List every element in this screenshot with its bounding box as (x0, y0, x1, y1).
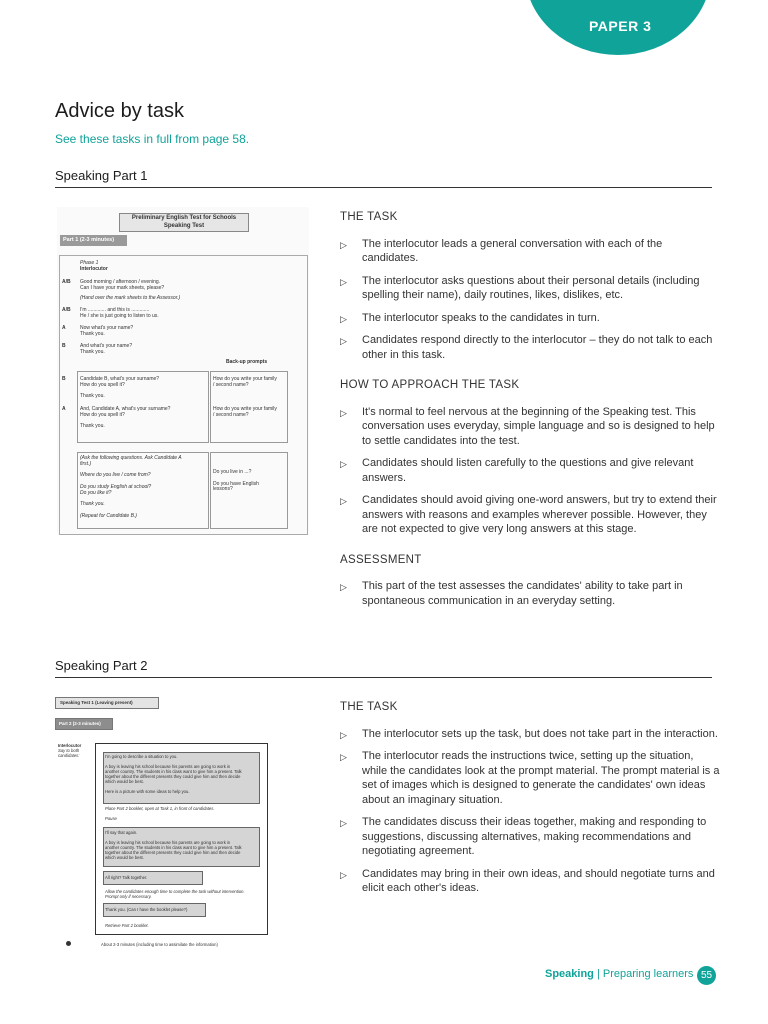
part2-text-column (340, 700, 720, 912)
list-item: ▷ It's normal to feel nervous at the beginning of the Speaking test. This conversation uses everyday, simple language and so is designed to help to settle candidates into the test. (340, 405, 715, 447)
triangle-bullet-icon: ▷ (340, 582, 347, 592)
list-item: ▷ The interlocutor sets up the task, but does not take part in the interaction. (340, 727, 720, 742)
page-subtitle-link[interactable]: See these tasks in full from page 58. (55, 132, 250, 146)
part1-task-heading: THE TASK (340, 211, 398, 223)
list-item: ▷ The interlocutor leads a general conversation with each of the candidates. (340, 237, 663, 264)
triangle-bullet-icon: ▷ (340, 818, 347, 828)
triangle-bullet-icon: ▷ (340, 869, 347, 880)
part1-heading: Speaking Part 1 (55, 168, 148, 183)
page-footer (545, 968, 693, 980)
part2-heading: Speaking Part 2 (55, 658, 148, 673)
list-item: ▷ The candidates discuss their ideas together, making and responding to suggestions, discussing alternatives, making recommendations and negotiating agreement. (340, 816, 707, 857)
triangle-bullet-icon: ▷ (340, 496, 347, 506)
thumb2-part-label: Part 2 (2-3 minutes) (55, 718, 113, 730)
list-item: ▷ The interlocutor reads the instructions twice, setting up the situation, while the candidates look at the prompt material. The prompt material is a set of images which is designed to generate the candidates' own ideas about an imaginary situation. (340, 750, 720, 806)
thumb1-part-label: Part 1 (2-3 minutes) (60, 235, 127, 246)
list-item: ▷ Candidates should listen carefully to the questions and give relevant answers. (340, 457, 694, 484)
thumb1-box: Phase 1 Interlocutor A/B Good morning / afternoon / evening. Can I have your mark sheets, please? (Hand over the mark sheets to the Assessor.) A/B I'm ............. and this is ............. He / she is just going to listen to us. A Now what's your name? Thank you. B And what's your name? Thank you. Back-up prompts B Candidate B, what's your surname? How do you spell it? Thank you. How do you write your family / second name? A And, Candidate A, what's your surname? How do you spell it? Thank you. How do you write your family / second name? (Ask the following questions. Ask Candidate A first.) Where do you live / come from? Do you study English at school? Do you like it? Thank you. (Repeat for Candidate B.) Do you live in ...? Do you have English lessons? (59, 255, 308, 535)
part1-approach-heading: HOW TO APPROACH THE TASK (340, 379, 520, 391)
footer-section: Speaking (545, 968, 594, 980)
triangle-bullet-icon: ▷ (340, 239, 347, 250)
list-item: ▷ Candidates may bring in their own ideas, and should negotiate turns and elicit each other's ideas. (340, 867, 715, 894)
part1-text-column (340, 210, 720, 624)
part1-rule (55, 187, 712, 188)
thumb1-title: Preliminary English Test for Schools Speaking Test (119, 213, 249, 232)
footer-subsection: Preparing learners (602, 968, 694, 980)
triangle-bullet-icon: ▷ (340, 729, 347, 740)
paper-label: PAPER 3 (589, 18, 652, 34)
list-item: ▷ The interlocutor asks questions about their personal details (including spelling their name), daily routines, likes, dislikes, etc. (340, 274, 700, 301)
triangle-bullet-icon: ▷ (340, 336, 347, 346)
thumb2-box: I'm going to describe a situation to you. A boy is leaving his school because his parents are going to work in another country. The students in his class want to give him a present. Talk together about the different presents they could give him and then decide which would be best. Here is a picture with some ideas to help you. Place Part 2 booklet, open at Task 1, in front of candidates. Pause I'll say that again. A boy is leaving his school because his parents are going to work in another country. The students in his class want to give him a present. Talk together about the different presents they could give him and then decide which would be best. All right? Talk together. Allow the candidates enough time to complete the task without intervention. Prompt only if necessary. Thank you. (Can I have the booklet please?) Retrieve Part 2 booklet. (95, 743, 268, 935)
thumb2-title: Speaking Test 1 (Leaving present) (55, 697, 159, 709)
part1-thumbnail (57, 207, 309, 535)
part1-assessment-list (340, 579, 720, 608)
triangle-bullet-icon: ▷ (340, 276, 347, 287)
triangle-bullet-icon: ▷ (340, 459, 347, 469)
part2-rule (55, 677, 712, 678)
list-item: ▷ This part of the test assesses the candidates' ability to take part in spontaneous communication in an everyday setting. (340, 580, 683, 607)
list-item: ▷ Candidates should avoid giving one-word answers, but try to extend their answers with reasons and examples wherever possible. However, they are not expected to give very long answers at this stage. (340, 494, 717, 535)
part1-approach-list (340, 405, 720, 537)
part2-task-list (340, 727, 720, 896)
page-title: Advice by task (55, 100, 184, 122)
part2-thumbnail: Speaking Test 1 (Leaving present) Part 2 (2-3 minutes) Interlocutor Say to both candidates: I'm going to describe a situation to you. A boy is leaving his school because his parents are going to work in another country. The students in his class want to give him a present. Talk together about the different presents they could give him and then decide which would be best. Here is a picture with some ideas to help you. Place Part 2 booklet, open at Task 1, in front of candidates. Pause I'll say that again. A boy is leaving his school because his parents are going to work in another country. The students in his class want to give him a present. Talk together about the different presents they could give him and then decide which would be best. All right? Talk together. Allow the candidates enough time to complete the task without intervention. Prompt only if necessary. Thank you. (Can I have the booklet please?) Retrieve Part 2 booklet. About 2-3 minutes (including time to assimilate the information) (55, 697, 315, 952)
clock-icon (66, 941, 71, 946)
triangle-bullet-icon: ▷ (340, 752, 347, 762)
list-item: ▷ Candidates respond directly to the interlocutor – they do not talk to each other in this task. (340, 334, 713, 361)
list-item: ▷ The interlocutor speaks to the candidates in turn. (340, 311, 720, 326)
page-number: 55 (697, 966, 716, 985)
footer-separator: | (596, 968, 600, 980)
part1-assessment-heading: ASSESSMENT (340, 553, 422, 566)
part2-task-heading: THE TASK (340, 701, 398, 713)
triangle-bullet-icon: ▷ (340, 313, 347, 324)
part1-task-list (340, 237, 720, 363)
triangle-bullet-icon: ▷ (340, 407, 347, 418)
